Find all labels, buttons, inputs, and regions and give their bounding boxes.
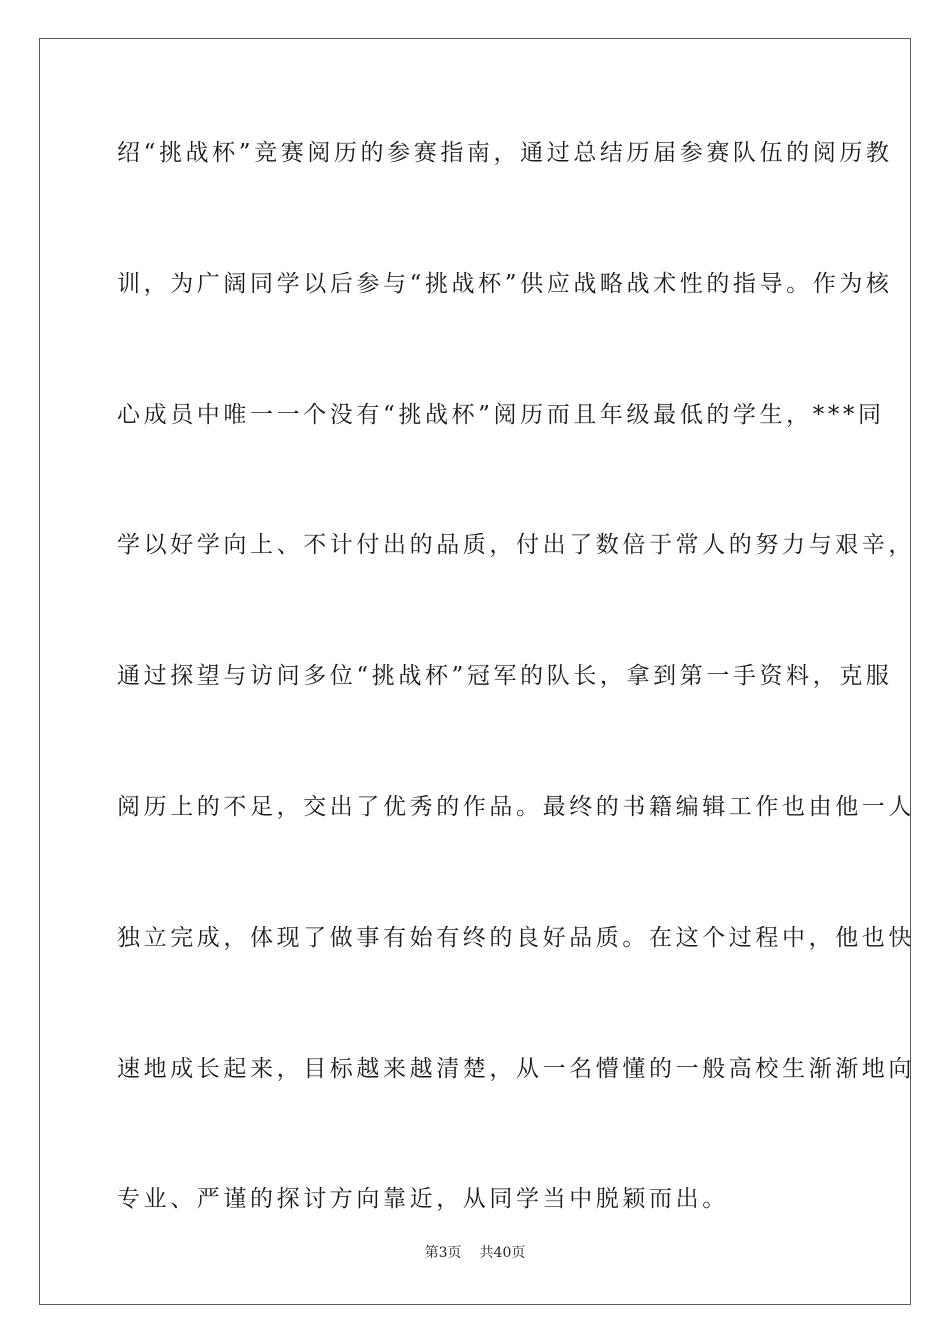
body-text	[117, 128, 915, 1305]
page-footer	[0, 1243, 950, 1263]
text-line: 训，为广阔同学以后参与“挑战杯”供应战略战术性的指导。作为核	[117, 270, 893, 297]
text-line: 通过探望与访问多位“挑战杯”冠军的队长，拿到第一手资料，克服	[117, 663, 893, 690]
text-line: 心成员中唯一一个没有“挑战杯”阅历而且年级最低的学生，***同	[117, 401, 885, 428]
text-line: 独立完成，体现了做事有始有终的良好品质。在这个过程中，他也快	[117, 924, 915, 951]
text-line: 专业、严谨的探讨方向靠近，从同学当中脱颖而出。	[117, 1186, 729, 1213]
current-page-number: 第3页	[424, 1245, 462, 1261]
total-pages: 共40页	[479, 1245, 526, 1261]
text-line: 学以好学向上、不计付出的品质，付出了数倍于常人的努力与艰辛，	[117, 532, 915, 559]
text-line: 阅历上的不足，交出了优秀的作品。最终的书籍编辑工作也由他一人	[117, 793, 915, 820]
text-line: 速地成长起来，目标越来越清楚，从一名懵懂的一般高校生渐渐地向	[117, 1055, 915, 1082]
text-line: 绍“挑战杯”竞赛阅历的参赛指南，通过总结历届参赛队伍的阅历教	[117, 140, 893, 166]
